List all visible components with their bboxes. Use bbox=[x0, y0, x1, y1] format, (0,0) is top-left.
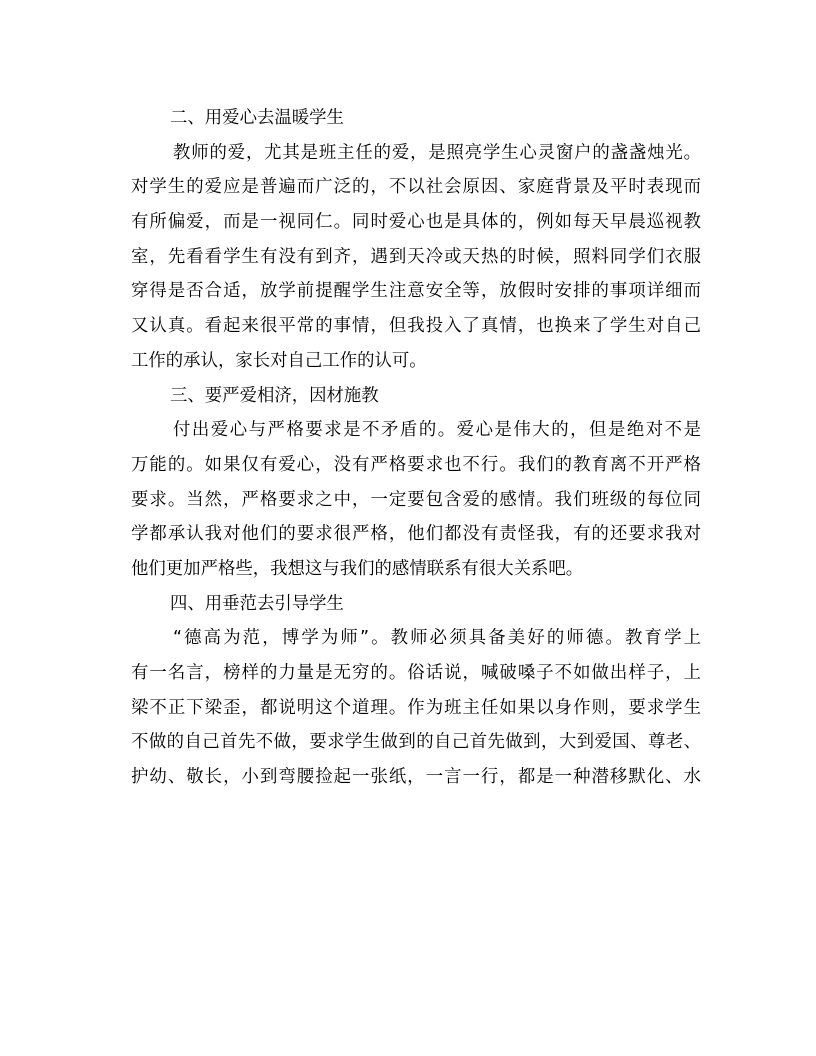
paragraph-line: 不做的自己首先不做，要求学生做到的自己首先做到，大到爱国、尊老、 bbox=[131, 732, 701, 753]
paragraph-line: 有所偏爱，而是一视同仁。同时爱心也是具体的，例如每天早晨巡视教 bbox=[131, 212, 701, 233]
paragraph-line: 对学生的爱应是普遍而广泛的，不以社会原因、家庭背景及平时表现而 bbox=[131, 177, 701, 198]
paragraph-line: 他们更加严格些，我想这与我们的感情联系有很大关系吧。 bbox=[131, 558, 584, 579]
section-heading: 三、要严爱相济，因材施教 bbox=[170, 385, 379, 406]
paragraph-line: 穿得是否合适，放学前提醒学生注意安全等，放假时安排的事项详细而 bbox=[131, 281, 701, 302]
paragraph-line: 学都承认我对他们的要求很严格，他们都没有责怪我，有的还要求我对 bbox=[131, 524, 701, 545]
paragraph-line: 护幼、敬长，小到弯腰捡起一张纸，一言一行，都是一种潜移默化、水 bbox=[131, 767, 701, 788]
paragraph-line: 室，先看看学生有没有到齐，遇到天冷或天热的时候，照料同学们衣服 bbox=[131, 246, 701, 267]
paragraph-line: 付出爱心与严格要求是不矛盾的。爱心是伟大的，但是绝对不是 bbox=[173, 420, 701, 441]
paragraph-line: 教师的爱，尤其是班主任的爱，是照亮学生心灵窗户的盏盏烛光。 bbox=[173, 142, 701, 163]
paragraph-line: 有一名言，榜样的力量是无穷的。俗话说，喊破嗓子不如做出样子，上 bbox=[131, 663, 701, 683]
paragraph-line: 工作的承认，家长对自己工作的认可。 bbox=[131, 350, 427, 371]
paragraph-line: 又认真。看起来很平常的事情，但我投入了真情，也换来了学生对自己 bbox=[131, 316, 701, 337]
paragraph-line: 梁不正下梁歪，都说明这个道理。作为班主任如果以身作则，要求学生 bbox=[131, 697, 701, 718]
section-heading: 二、用爱心去温暖学生 bbox=[170, 108, 344, 128]
section-heading: 四、用垂范去引导学生 bbox=[170, 593, 344, 614]
document-body bbox=[131, 101, 701, 795]
paragraph-line: “德高为范，博学为师”。教师必须具备美好的师德。教育学上 bbox=[173, 628, 701, 649]
paragraph-line: 万能的。如果仅有爱心，没有严格要求也不行。我们的教育离不开严格 bbox=[131, 454, 701, 475]
paragraph-line: 要求。当然，严格要求之中，一定要包含爱的感情。我们班级的每位同 bbox=[131, 489, 701, 510]
